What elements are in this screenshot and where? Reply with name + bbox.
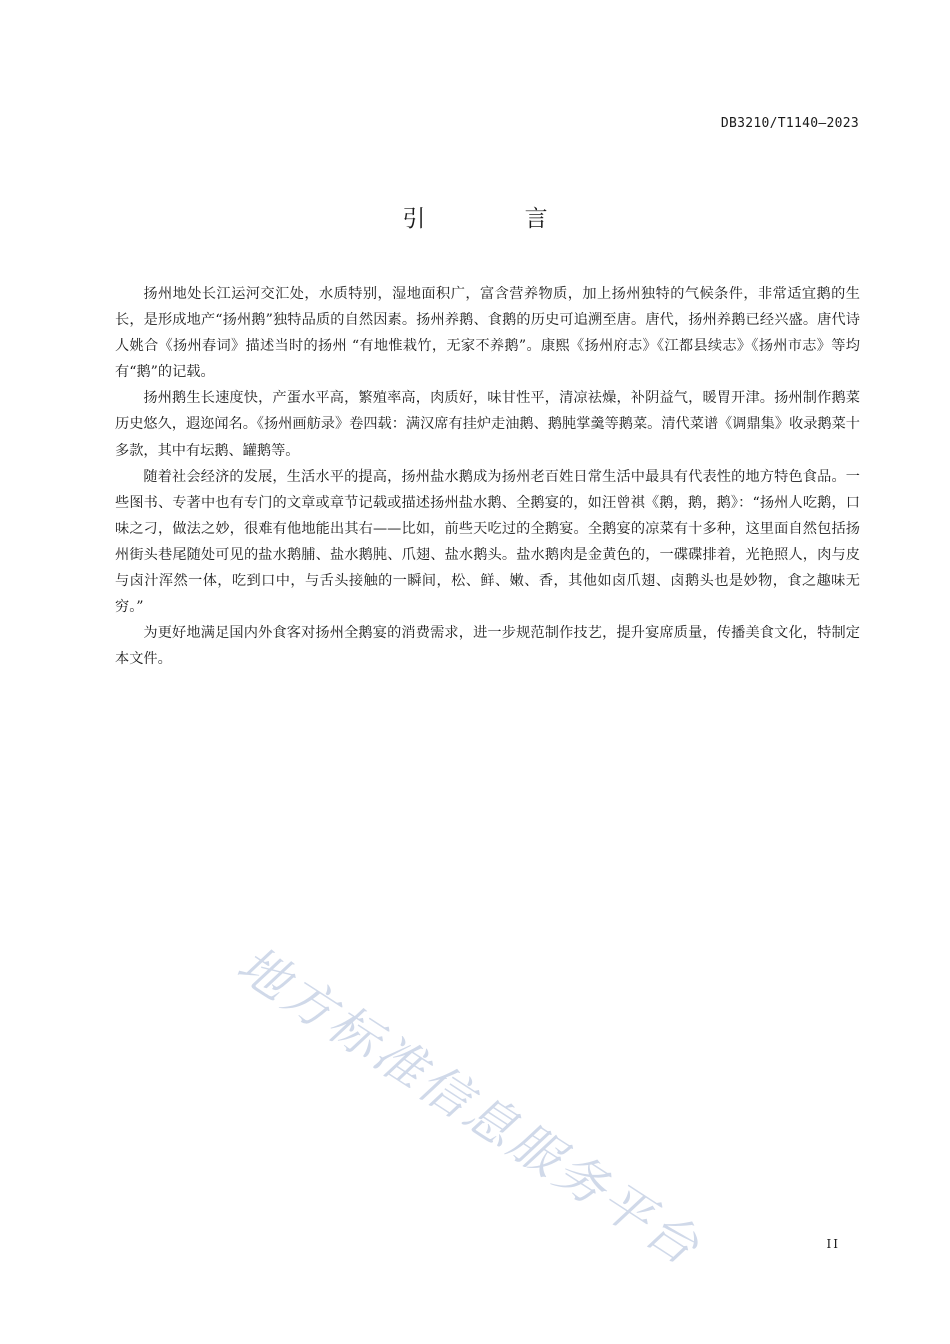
watermark: 地方标准信息服务平台 [227,935,712,1278]
paragraph-3: 随着社会经济的发展，生活水平的提高，扬州盐水鹅成为扬州老百姓日常生活中最具有代表性的地方特色食品。一些图书、专著中也有专门的文章或章节记载或描述扬州盐水鹅、全鹅宴的，如汪曾祺《鹅，鹅，鹅》：“扬州人吃鹅，口味之刁，做法之妙，很难有他地能出其右——比如，前些天吃过的全鹅宴。全鹅宴的凉菜有十多种，这里面自然包括扬州街头巷尾随处可见的盐水鹅脯、盐水鹅肫、爪翅、盐水鹅头。盐水鹅肉是金黄色的，一碟碟排着，光艳照人，肉与皮与卤汁浑然一体，吃到口中，与舌头接触的一瞬间，松、鲜、嫩、香，其他如卤爪翅、卤鹅头也是妙物，食之趣味无穷。” [115,468,860,616]
body-text [115,281,860,672]
page-number: II [826,1237,840,1251]
section-title: 引 言 [402,206,594,232]
paragraph-2: 扬州鹅生长速度快，产蛋水平高，繁殖率高，肉质好，味甘性平，清凉祛燥，补阴益气，暖胃开津。扬州制作鹅菜历史悠久，遐迩闻名。《扬州画舫录》卷四载：满汉席有挂炉走油鹅、鹅肫掌羹等鹅菜。清代菜谱《调鼎集》收录鹅菜十多款，其中有坛鹅、罐鹅等。 [115,390,860,459]
document-code: DB3210/T1140—2023 [720,116,859,131]
paragraph-1: 扬州地处长江运河交汇处，水质特别，湿地面积广，富含营养物质，加上扬州独特的气候条件，非常适宜鹅的生长，是形成地产“扬州鹅”独特品质的自然因素。扬州养鹅、食鹅的历史可追溯至唐。唐代，扬州养鹅已经兴盛。唐代诗人姚合《扬州春词》描述当时的扬州 “有地惟栽竹，无家不养鹅”。康熙《扬州府志》《江都县续志》《扬州市志》等均有“鹅”的记载。 [115,286,860,381]
paragraph-4: 为更好地满足国内外食客对扬州全鹅宴的消费需求，进一步规范制作技艺，提升宴席质量，传播美食文化，特制定本文件。 [115,625,860,668]
